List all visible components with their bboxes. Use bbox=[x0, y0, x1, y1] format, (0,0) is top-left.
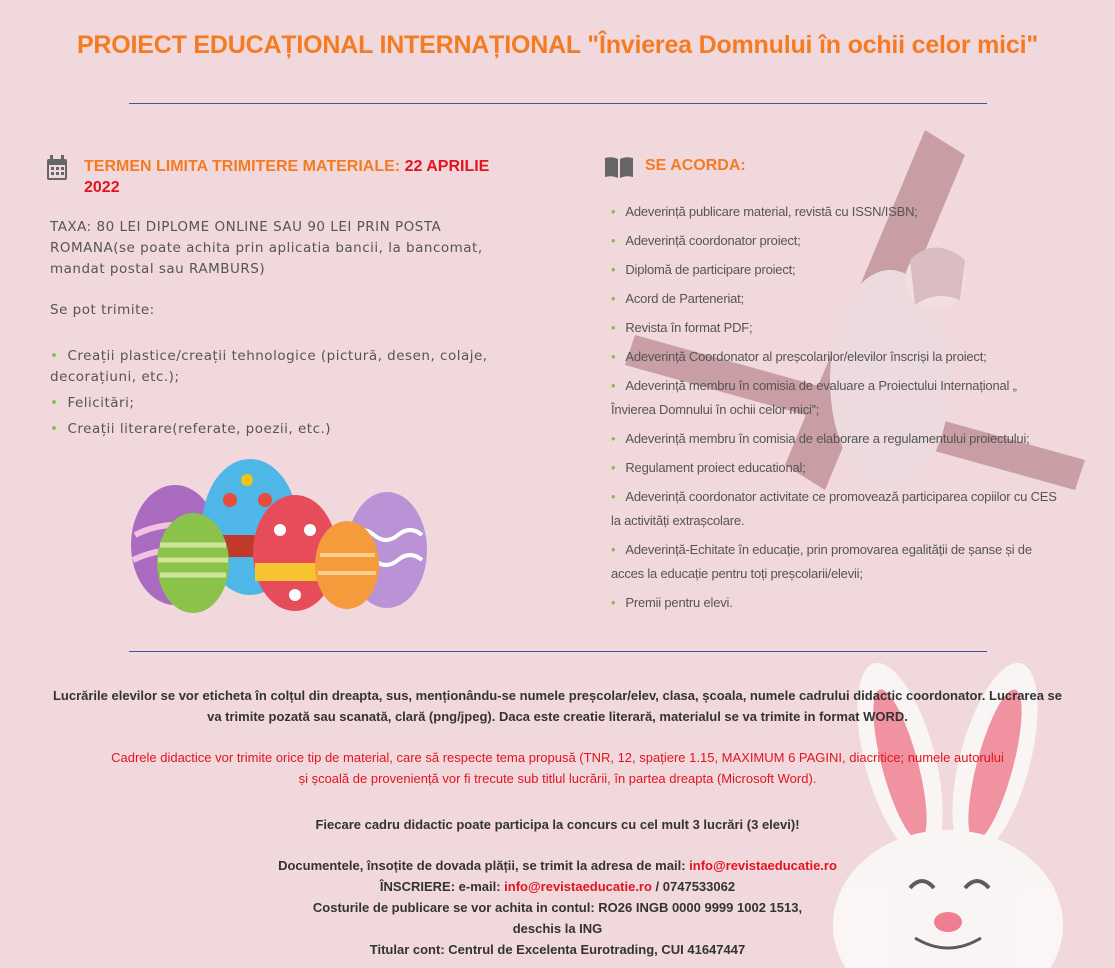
top-divider bbox=[129, 103, 987, 104]
easter-eggs-illustration bbox=[125, 455, 435, 615]
page-title: PROIECT EDUCAȚIONAL INTERNAȚIONAL "Învierea Domnului în ochii celor mici" bbox=[76, 31, 1039, 59]
list-item: • Adeverință-Echitate în educație, prin promovarea egalității de șanse și de acces la educație pentru toți preșcolarii/elevii; bbox=[611, 542, 1032, 581]
deadline-label: TERMEN LIMITA TRIMITERE MATERIALE: bbox=[84, 158, 405, 175]
send-heading: Se pot trimite: bbox=[50, 302, 155, 318]
deadline-heading bbox=[84, 156, 524, 198]
list-item: • Diplomă de participare proiect; bbox=[611, 262, 796, 277]
list-item: • Creații plastice/creații tehnologice (pictură, desen, colaje, decorațiuni, etc.); bbox=[50, 348, 488, 385]
labeling-instructions: Lucrările elevilor se vor eticheta în colțul din dreapta, sus, menționându-se numele preșcolar/elev, clasa, școala, numele cadrului didactic coordonator. Lucrarea se va trimite pozată sau scanată, clară (png/jpeg). Daca este creatie literară, materialul se va trimite in format WORD. bbox=[52, 688, 1063, 724]
contact-block bbox=[45, 855, 1070, 960]
list-item: • Revista în format PDF; bbox=[611, 320, 753, 335]
list-item: • Acord de Parteneriat; bbox=[611, 291, 745, 306]
book-icon bbox=[604, 156, 634, 178]
calendar-icon bbox=[46, 155, 68, 181]
limit-note: Fiecare cadru didactic poate participa la concurs cu cel mult 3 lucrări (3 elevi)! bbox=[315, 817, 800, 832]
list-item: • Creații literare(referate, poezii, etc.) bbox=[50, 421, 332, 437]
account-line: Costurile de publicare se vor achita in contul: RO26 INGB 0000 9999 1002 1513, bbox=[312, 900, 803, 915]
bank-line: deschis la ING bbox=[512, 921, 603, 936]
awards-list bbox=[611, 200, 1061, 620]
docs-email-link[interactable]: info@revistaeducatie.ro bbox=[689, 858, 837, 873]
signup-email-link[interactable]: info@revistaeducatie.ro bbox=[504, 879, 652, 894]
awards-heading: SE ACORDA: bbox=[645, 157, 746, 174]
list-item: • Adeverință membru în comisia de elaborare a regulamentului proiectului; bbox=[611, 431, 1030, 446]
list-item: • Adeverință coordonator activitate ce promovează participarea copiilor cu CES la activități extrașcolare. bbox=[611, 489, 1057, 528]
deadline-date: 22 APRILIE 2022 bbox=[84, 158, 490, 196]
signup-line: ÎNSCRIERE: e-mail: info@revistaeducatie.ro / 0747533062 bbox=[379, 879, 736, 894]
holder-line: Titular cont: Centrul de Excelenta Eurotrading, CUI 41647447 bbox=[369, 942, 746, 957]
list-item: • Felicitări; bbox=[50, 395, 135, 411]
list-item: • Adeverință Coordonator al preșcolarilor/elevilor înscriși la proiect; bbox=[611, 349, 987, 364]
bottom-divider bbox=[129, 651, 987, 652]
list-item: • Regulament proiect educational; bbox=[611, 460, 806, 475]
list-item: • Adeverință membru în comisia de evaluare a Proiectului Internațional „ Învierea Domnului în ochii celor mici”; bbox=[611, 378, 1017, 417]
fee-text: TAXA: 80 LEI DIPLOME ONLINE SAU 90 LEI PRIN POSTA ROMANA(se poate achita prin aplicatia bancii, la bancomat, mandat postal sau RAMBURS) bbox=[50, 219, 483, 277]
list-item: • Adeverință publicare material, revistă cu ISSN/ISBN; bbox=[611, 204, 918, 219]
list-item: • Premii pentru elevi. bbox=[611, 595, 733, 610]
send-list bbox=[50, 346, 510, 440]
list-item: • Adeverință coordonator proiect; bbox=[611, 233, 801, 248]
teacher-rules: Cadrele didactice vor trimite orice tip de material, care să respecte tema propusă (TNR, 12, spațiere 1.15, MAXIMUM 6 PAGINI, diacritice; numele autorului și școală de proveniență vor fi trecute sub titlul lucrării, în partea dreapta (Microsoft Word). bbox=[111, 750, 1004, 786]
docs-line: Documentele, însoțite de dovada plății, se trimit la adresa de mail: info@revistaeducatie.ro bbox=[278, 858, 837, 873]
